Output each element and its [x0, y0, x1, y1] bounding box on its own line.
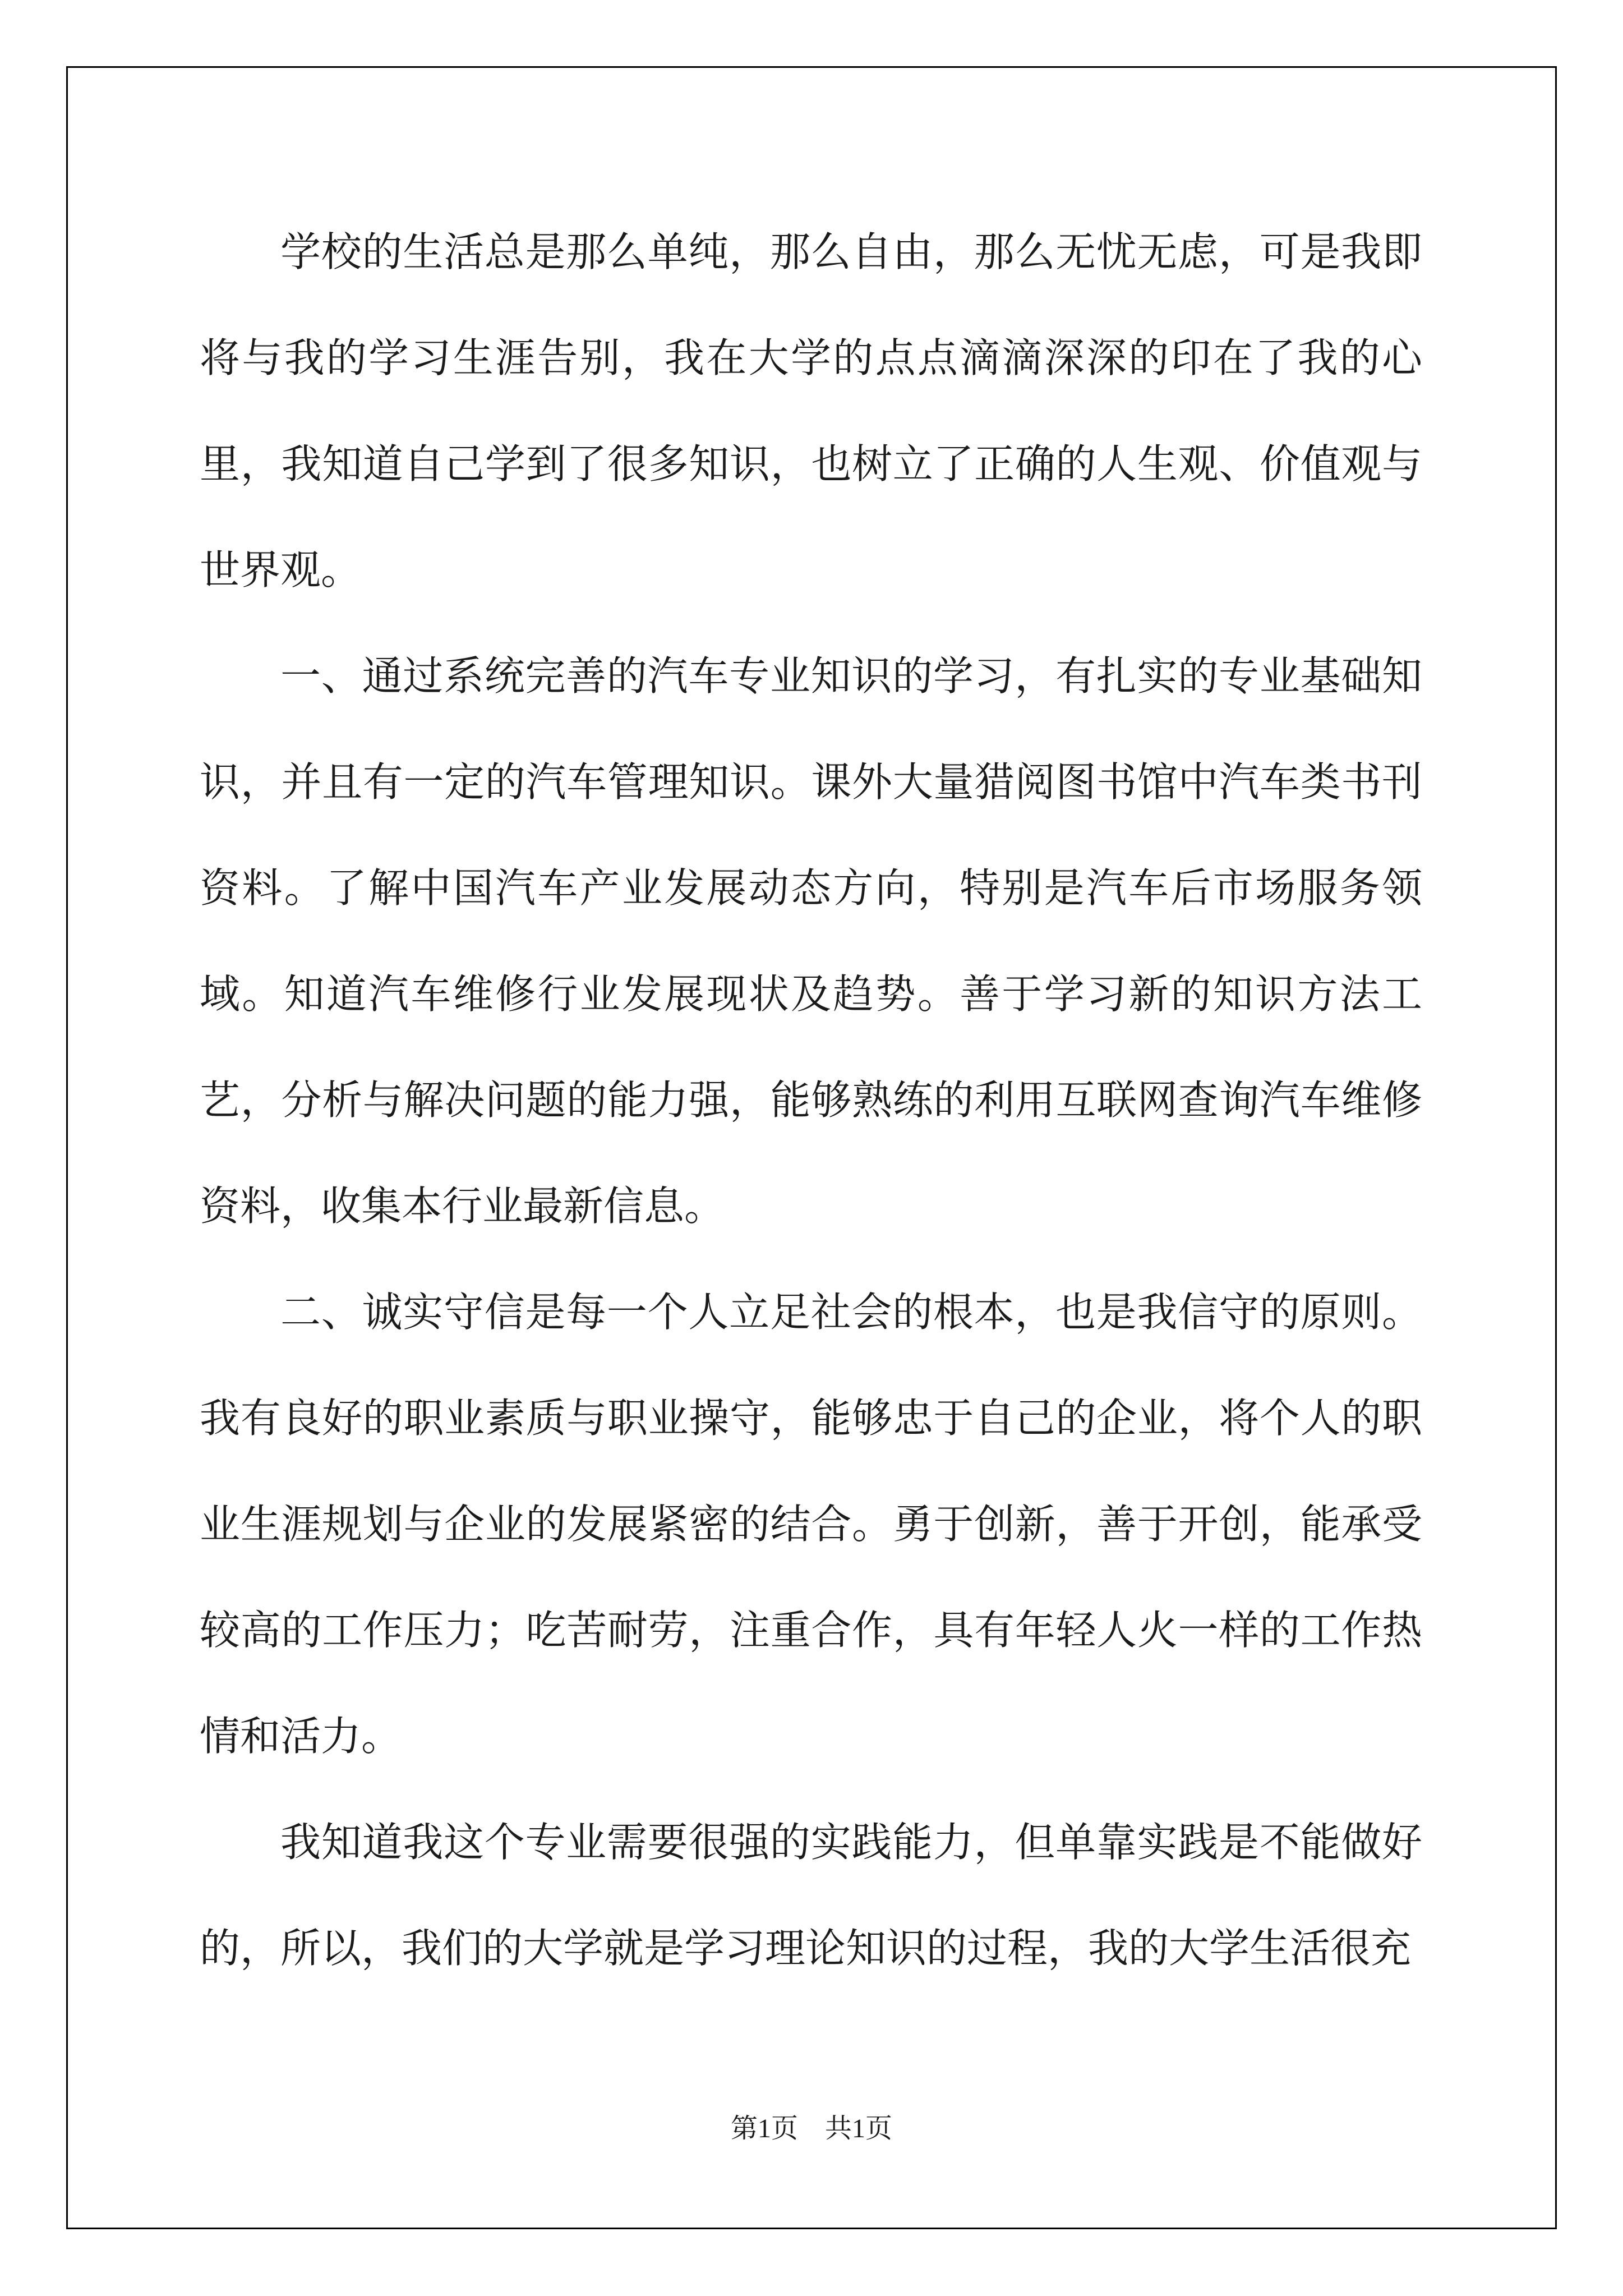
page-number-footer: 第1页 共1页: [730, 2114, 892, 2143]
paragraph-3: 二、诚实守信是每一个人立足社会的根本，也是我信守的原则。我有良好的职业素质与职业操守，能够忠于自己的企业，将个人的职业生涯规划与企业的发展紧密的结合。勇于创新，善于开创，能承受较高的工作压力；吃苦耐劳，注重合作，具有年轻人火一样的工作热情和活力。: [200, 1289, 1422, 1760]
document-body: [200, 199, 1422, 2001]
paragraph-4: 我知道我这个专业需要很强的实践能力，但单靠实践是不能做好的，所以，我们的大学就是学习理论知识的过程，我的大学生活很充: [200, 1819, 1422, 1972]
paragraph-1: 学校的生活总是那么单纯，那么自由，那么无忧无虑，可是我即将与我的学习生涯告别，我在大学的点点滴滴深深的印在了我的心里，我知道自己学到了很多知识，也树立了正确的人生观、价值观与世界观。: [200, 228, 1422, 593]
paragraph-2: 一、通过系统完善的汽车专业知识的学习，有扎实的专业基础知识，并且有一定的汽车管理知识。课外大量猎阅图书馆中汽车类书刊资料。了解中国汽车产业发展动态方向，特别是汽车后市场服务领域。知道汽车维修行业发展现状及趋势。善于学习新的知识方法工艺，分析与解决问题的能力强，能够熟练的利用互联网查询汽车维修资料，收集本行业最新信息。: [200, 652, 1422, 1230]
